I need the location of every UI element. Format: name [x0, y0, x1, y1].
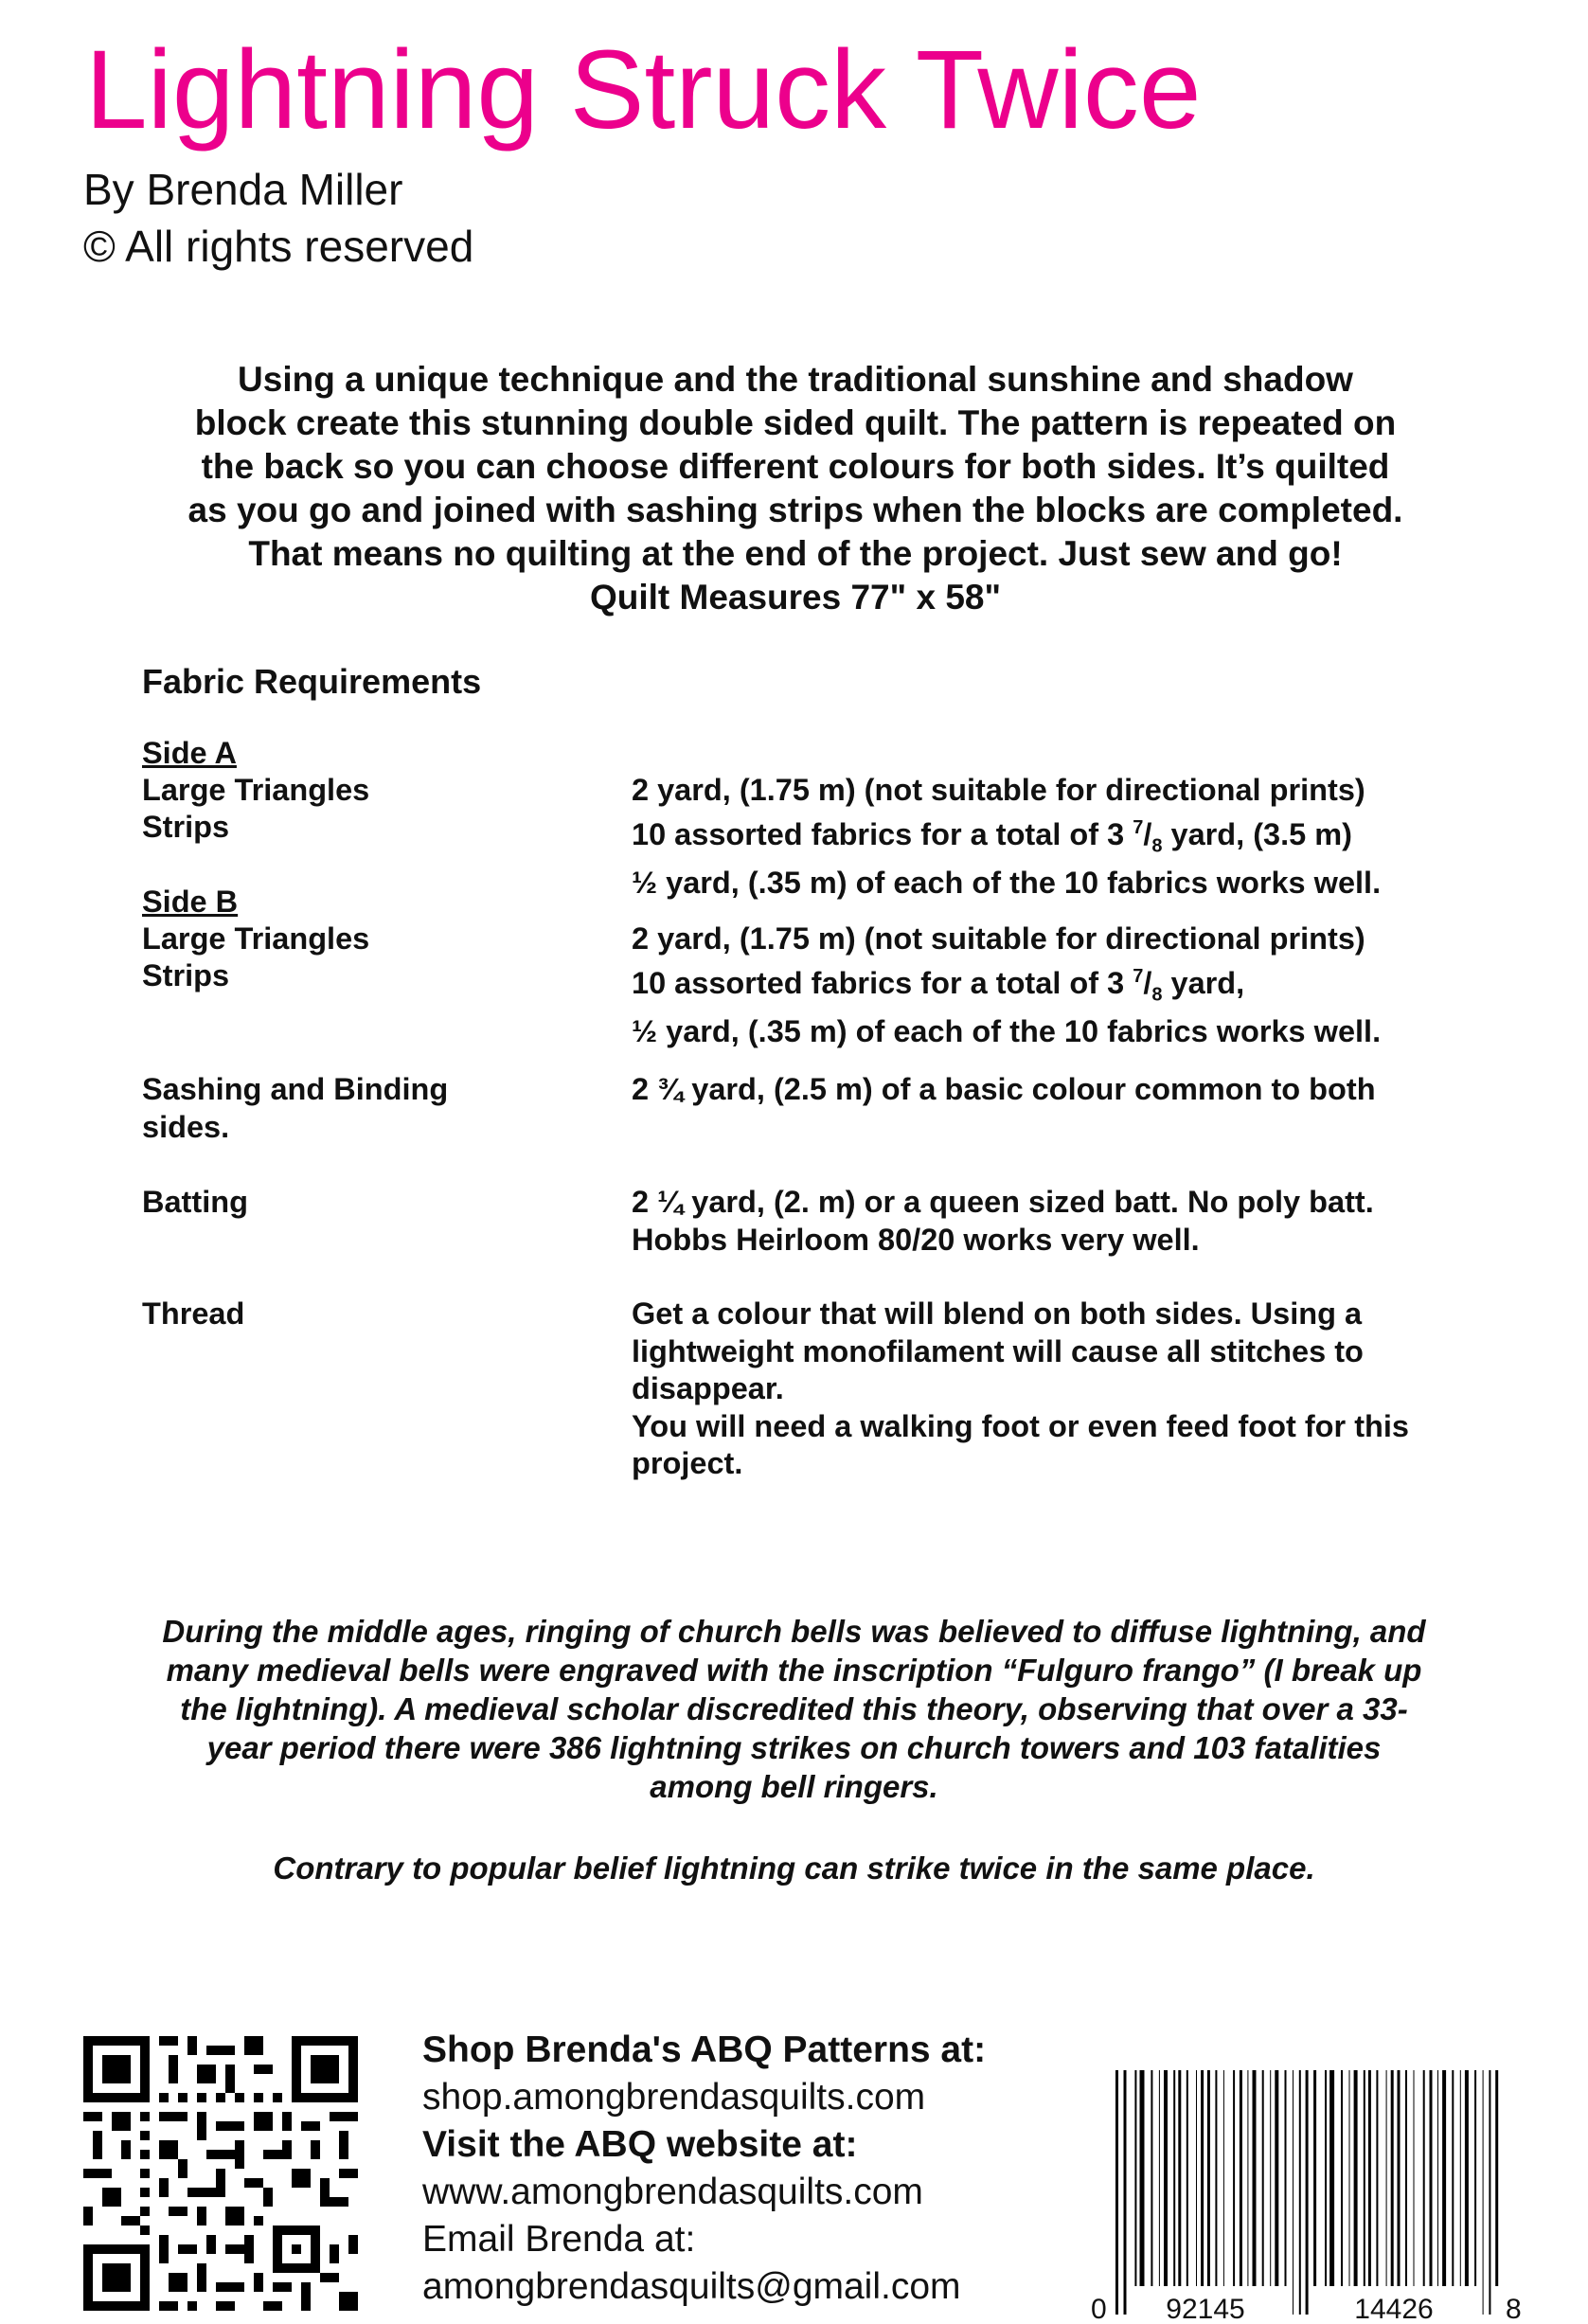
- side-a-strips-value: 10 assorted fabrics for a total of 3 $^7/_8$ yard, (3.5 m): [632, 816, 1352, 856]
- barcode-bar: [1270, 2070, 1271, 2286]
- barcode-bar: [1354, 2070, 1358, 2286]
- barcode-bar: [1430, 2070, 1433, 2286]
- barcode-bar: [1376, 2070, 1378, 2286]
- fabric-requirements-heading: Fabric Requirements: [142, 662, 482, 701]
- intro-paragraph: [114, 358, 1477, 619]
- shop-label: Shop Brenda's ABQ Patterns at:: [422, 2029, 987, 2070]
- barcode-bar: [1341, 2070, 1343, 2286]
- contact-block: [422, 2027, 986, 2311]
- barcode-bar: [1442, 2070, 1446, 2286]
- side-b-strips-label: Strips: [142, 958, 230, 992]
- author-line: By Brenda Miller: [83, 165, 403, 214]
- barcode-bar: [1368, 2070, 1371, 2286]
- thread-label: Thread: [142, 1296, 245, 1331]
- barcode-group-1: 92145: [1166, 2294, 1245, 2324]
- barcode-bar: [1151, 2070, 1152, 2286]
- barcode-bar: [1364, 2070, 1365, 2286]
- email-link[interactable]: amongbrendasquilts@gmail.com: [422, 2266, 961, 2307]
- website-label: Visit the ABQ website at:: [422, 2124, 858, 2165]
- barcode-bar: [1349, 2070, 1350, 2286]
- barcode-bar: [1398, 2070, 1401, 2286]
- barcode-group-2: 14426: [1354, 2294, 1434, 2324]
- barcode-bar: [1285, 2070, 1287, 2286]
- thread-value: Get a colour that will blend on both sides. Using a lightweight monofilament will cause all stitches to disappear. You will need a walking foot or even feed foot for this project.: [632, 1296, 1409, 1480]
- sashing-label: Sashing and Binding sides.: [142, 1072, 449, 1144]
- barcode-bar: [1474, 2070, 1476, 2286]
- batting-value: 2 ¼ yard, (2. m) or a queen sized batt. No poly batt. Hobbs Heirloom 80/20 works very well.: [632, 1185, 1374, 1257]
- barcode-bar: [1423, 2070, 1425, 2286]
- barcode-bar: [1134, 2070, 1136, 2286]
- intro-line: as you go and joined with sashing strips when the blocks are completed.: [187, 491, 1403, 529]
- batting-label: Batting: [142, 1185, 248, 1219]
- email-label: Email Brenda at:: [422, 2219, 696, 2260]
- barcode-bar: [1306, 2070, 1309, 2315]
- intro-line: the back so you can choose different colours for both sides. It’s quilted: [201, 447, 1390, 486]
- side-a-label: Side A: [142, 736, 237, 770]
- barcode-bar: [1452, 2070, 1454, 2286]
- barcode-bar: [1140, 2070, 1145, 2286]
- side-b-strips-note: ½ yard, (.35 m) of each of the 10 fabrics works well.: [632, 1014, 1382, 1049]
- barcode-bar: [1495, 2070, 1498, 2286]
- barcode-bar: [1313, 2070, 1316, 2286]
- barcode-bar: [1299, 2070, 1301, 2315]
- barcode-bar: [1262, 2070, 1264, 2286]
- intro-line: block create this stunning double sided quilt. The pattern is repeated on: [194, 403, 1397, 442]
- barcode-bar: [1437, 2070, 1438, 2286]
- barcode-bar: [1483, 2070, 1484, 2315]
- intro-line: Using a unique technique and the traditional sunshine and shadow: [238, 360, 1353, 399]
- side-a-large-triangles-value: 2 yard, (1.75 m) (not suitable for directional prints): [632, 773, 1365, 807]
- barcode-bar: [1215, 2070, 1217, 2286]
- barcode-bar: [1164, 2070, 1168, 2286]
- copyright-line: © All rights reserved: [83, 222, 474, 271]
- barcode-bar: [1329, 2070, 1334, 2286]
- barcode-bar: [1187, 2070, 1188, 2286]
- barcode-bar: [1173, 2070, 1175, 2286]
- closing-statement: Contrary to popular belief lightning can strike twice in the same place.: [273, 1850, 1315, 1886]
- side-a-strips-note: ½ yard, (.35 m) of each of the 10 fabrics works well.: [632, 866, 1382, 901]
- intro-line: That means no quilting at the end of the project. Just sew and go!: [248, 534, 1343, 573]
- barcode-bar: [1223, 2070, 1224, 2286]
- barcode-bar: [1391, 2070, 1394, 2286]
- side-a-strips-label: Strips: [142, 810, 230, 844]
- quilt-measurements: Quilt Measures 77" x 58": [589, 578, 1002, 617]
- barcode-bar: [1115, 2070, 1118, 2315]
- barcode-bar: [1201, 2070, 1204, 2286]
- side-b-values: [632, 921, 1381, 1051]
- barcode-bar: [1465, 2070, 1469, 2286]
- barcode-bar: [1386, 2070, 1387, 2286]
- side-a-large-triangles-label: Large Triangles: [142, 773, 370, 807]
- barcode-bar: [1159, 2070, 1160, 2286]
- barcode-bar: [1247, 2070, 1248, 2286]
- sashing-value: 2 ¾ yard, (2.5 m) of a basic colour common to both: [632, 1072, 1376, 1106]
- side-b-large-triangles-label: Large Triangles: [142, 921, 370, 956]
- side-a-values: [632, 772, 1381, 903]
- barcode-bar: [1233, 2070, 1235, 2286]
- barcode-bar: [1293, 2070, 1294, 2315]
- barcode-bar: [1178, 2070, 1181, 2286]
- barcode-bar: [1240, 2070, 1242, 2286]
- barcode-bar: [1253, 2070, 1257, 2286]
- barcode-digit-left: 0: [1091, 2294, 1107, 2324]
- barcode-bar: [1460, 2070, 1461, 2286]
- barcode-bar: [1196, 2070, 1197, 2286]
- side-b-large-triangles-value: 2 yard, (1.75 m) (not suitable for directional prints): [632, 921, 1365, 956]
- side-b-label: Side B: [142, 885, 239, 919]
- barcode-bar: [1414, 2070, 1415, 2286]
- trivia-paragraph: During the middle ages, ringing of church bells was believed to diffuse lightning, and many medieval bells were engraved with the inscription “Fulguro frango” (I break up the lightning). A medieval scholar discredited this theory, observing that over a 33- year period there were 386 lightning strikes on church towers and 103 fatalities among bell ringers.: [162, 1614, 1426, 1804]
- barcode-bar: [1405, 2070, 1407, 2286]
- barcode-bar: [1325, 2070, 1327, 2286]
- side-b-strips-value: 10 assorted fabrics for a total of 3 $^7/_8$ yard,: [632, 965, 1245, 1005]
- page-title: Lightning Struck Twice: [85, 27, 1202, 152]
- qr-code[interactable]: [83, 2036, 358, 2311]
- barcode-bar: [1275, 2070, 1278, 2286]
- shop-link[interactable]: shop.amongbrendasquilts.com: [422, 2077, 926, 2118]
- barcode-bar: [1124, 2070, 1127, 2315]
- barcode: [1089, 2070, 1525, 2324]
- website-link[interactable]: www.amongbrendasquilts.com: [422, 2172, 923, 2212]
- barcode-bar: [1207, 2070, 1210, 2286]
- barcode-digit-right: 8: [1506, 2294, 1522, 2324]
- barcode-bar: [1489, 2070, 1490, 2315]
